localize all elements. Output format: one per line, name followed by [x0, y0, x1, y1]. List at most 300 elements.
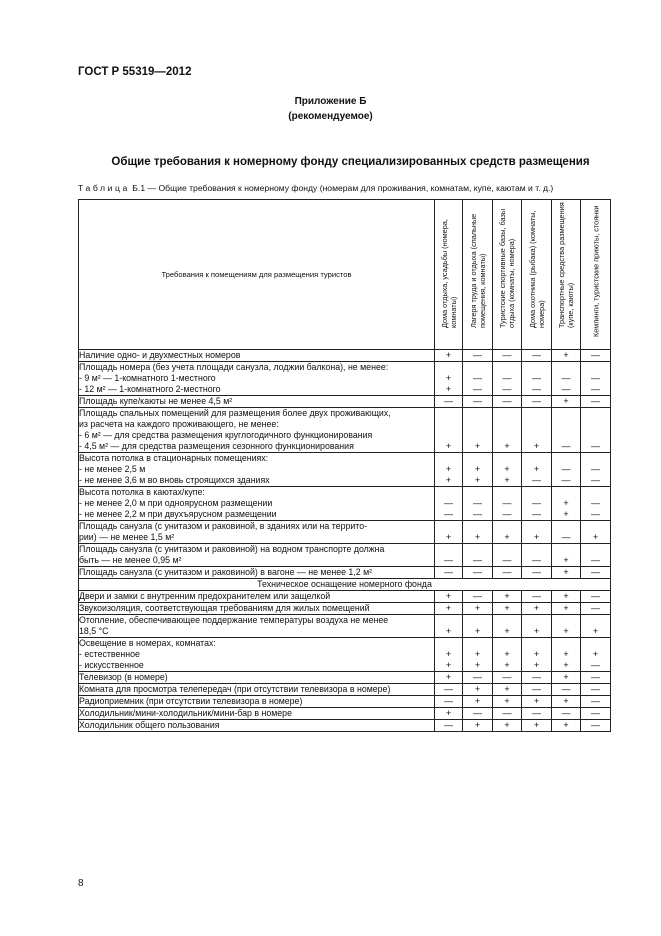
mark-cell — [435, 567, 463, 579]
mark-value: — — [444, 396, 453, 406]
mark-cell — [463, 684, 493, 696]
table-row — [79, 487, 611, 521]
mark-value: — — [591, 475, 600, 485]
mark-cell — [552, 408, 581, 453]
mark-value: — — [591, 396, 600, 406]
mark-cell — [552, 672, 581, 684]
mark-value: — — [591, 708, 600, 718]
mark-value: — — [591, 441, 600, 451]
mark-value: + — [563, 660, 569, 670]
requirement-cell — [79, 615, 435, 638]
document-code: ГОСТ Р 55319—2012 — [78, 66, 192, 78]
mark-cell — [435, 615, 463, 638]
mark-value: — — [473, 509, 482, 519]
mark-value: + — [504, 464, 510, 474]
mark-value: + — [592, 626, 599, 636]
mark-cell — [463, 720, 493, 732]
requirement-line: Высота потолка в каютах/купе: — [79, 487, 205, 497]
mark-value: + — [445, 441, 452, 451]
mark-cell — [463, 603, 493, 615]
mark-value: — — [473, 591, 482, 601]
mark-cell — [522, 615, 552, 638]
mark-cell — [581, 362, 611, 396]
requirement-line: Площадь санузла (с унитазом и раковиной, в зданиях или на террито- — [79, 521, 368, 531]
mark-value: — — [591, 603, 600, 613]
mark-cell — [581, 408, 611, 453]
requirement-line: - 4,5 м² — для средства размещения сезонного функционирования — [79, 441, 354, 451]
mark-cell — [522, 453, 552, 487]
mark-value: — — [444, 555, 453, 565]
mark-value: + — [563, 696, 569, 706]
mark-value: — — [473, 555, 482, 565]
mark-cell — [493, 615, 522, 638]
requirement-line: Холодильник/мини-холодильник/мини-бар в номере — [79, 708, 292, 718]
mark-cell — [435, 521, 463, 544]
mark-value: — — [502, 498, 512, 508]
mark-value: + — [504, 591, 510, 601]
mark-value: + — [504, 649, 510, 659]
requirements-column-header: Требования к помещениям для размещения туристов — [79, 200, 435, 350]
mark-value: + — [474, 649, 481, 659]
mark-value: + — [445, 475, 452, 485]
annex-title: Приложение Б — [294, 96, 367, 107]
mark-cell — [581, 615, 611, 638]
mark-value: + — [445, 603, 452, 613]
mark-value: — — [591, 373, 600, 383]
mark-value: + — [445, 464, 452, 474]
mark-cell — [552, 567, 581, 579]
requirement-line: Площадь купе/каюты не менее 4,5 м² — [79, 396, 233, 406]
mark-value: — — [591, 350, 600, 360]
table-row — [79, 453, 611, 487]
mark-value: — — [532, 591, 541, 601]
mark-cell — [435, 720, 463, 732]
mark-cell — [463, 672, 493, 684]
requirement-line: Наличие одно- и двухместных номеров — [79, 350, 241, 360]
column-header-rest-houses: Дома отдыха, усадьбы (номера, комнаты) — [435, 200, 463, 350]
mark-value: + — [445, 591, 452, 601]
mark-cell — [435, 544, 463, 567]
requirement-line: Холодильник общего пользования — [79, 720, 220, 730]
mark-cell — [463, 591, 493, 603]
mark-cell — [435, 708, 463, 720]
mark-cell — [522, 396, 552, 408]
mark-cell — [581, 638, 611, 672]
column-header-labor-camps: Лагеря труда и отдыха (спальные помещения, комнаты) — [463, 200, 493, 350]
table-row — [79, 672, 611, 684]
mark-value: — — [502, 384, 512, 394]
mark-cell — [493, 396, 522, 408]
mark-cell — [552, 615, 581, 638]
mark-cell — [493, 567, 522, 579]
mark-value: — — [532, 555, 541, 565]
mark-cell — [463, 567, 493, 579]
mark-value: — — [591, 464, 600, 474]
table-row — [79, 591, 611, 603]
mark-cell — [552, 591, 581, 603]
requirement-cell — [79, 603, 435, 615]
requirement-line: Площадь санузла (с унитазом и раковиной) на водном транспорте должна — [79, 544, 385, 554]
mark-value: — — [502, 350, 512, 360]
mark-cell — [435, 696, 463, 708]
mark-cell — [552, 453, 581, 487]
mark-value: — — [473, 672, 482, 682]
requirement-cell — [79, 591, 435, 603]
mark-value: + — [445, 672, 452, 682]
mark-value: + — [504, 684, 510, 694]
mark-cell — [522, 672, 552, 684]
mark-cell — [552, 696, 581, 708]
mark-value: — — [444, 684, 453, 694]
table-row — [79, 615, 611, 638]
mark-value: + — [445, 660, 452, 670]
mark-cell — [463, 350, 493, 362]
mark-cell — [522, 544, 552, 567]
mark-value: + — [533, 626, 540, 636]
mark-cell — [493, 696, 522, 708]
mark-value: + — [474, 475, 481, 485]
mark-cell — [522, 362, 552, 396]
mark-value: — — [591, 684, 600, 694]
requirement-cell — [79, 408, 435, 453]
table-row — [79, 684, 611, 696]
mark-cell — [493, 453, 522, 487]
mark-value: — — [502, 567, 512, 577]
mark-cell — [581, 672, 611, 684]
mark-value: + — [533, 660, 540, 670]
mark-value: + — [504, 626, 510, 636]
mark-value: — — [532, 672, 541, 682]
table-row — [79, 603, 611, 615]
mark-value: + — [563, 567, 569, 577]
table-row — [79, 350, 611, 362]
mark-value: + — [563, 555, 569, 565]
mark-cell — [435, 487, 463, 521]
mark-value: + — [504, 660, 510, 670]
mark-cell — [493, 521, 522, 544]
mark-value: — — [532, 350, 541, 360]
requirement-cell — [79, 362, 435, 396]
mark-cell — [435, 603, 463, 615]
mark-value: — — [444, 696, 453, 706]
mark-cell — [522, 521, 552, 544]
mark-cell — [552, 684, 581, 696]
requirement-cell — [79, 521, 435, 544]
mark-value: — — [502, 396, 512, 406]
mark-cell — [522, 684, 552, 696]
mark-cell — [581, 487, 611, 521]
mark-cell — [435, 672, 463, 684]
requirement-cell — [79, 396, 435, 408]
mark-value: — — [532, 396, 541, 406]
mark-value: — — [532, 475, 541, 485]
mark-value: + — [445, 350, 452, 360]
mark-value: — — [591, 720, 600, 730]
mark-cell — [581, 591, 611, 603]
mark-value: — — [591, 672, 600, 682]
mark-value: + — [563, 603, 569, 613]
mark-cell — [581, 521, 611, 544]
column-header-hunter-houses: Дома охотника (рыбака) (комнаты, номера) — [522, 200, 552, 350]
mark-cell — [552, 487, 581, 521]
mark-value: — — [473, 396, 482, 406]
mark-value: — — [591, 696, 600, 706]
mark-cell — [581, 603, 611, 615]
mark-cell — [581, 708, 611, 720]
mark-value: + — [592, 532, 599, 542]
mark-cell — [493, 672, 522, 684]
requirement-line: быть — не менее 0,95 м² — [79, 555, 182, 565]
mark-value: + — [504, 532, 510, 542]
mark-value: — — [502, 509, 512, 519]
mark-value: + — [474, 464, 481, 474]
mark-cell — [435, 684, 463, 696]
mark-value: — — [532, 567, 541, 577]
mark-cell — [435, 350, 463, 362]
table-row — [79, 638, 611, 672]
mark-cell — [463, 708, 493, 720]
annex-heading — [0, 94, 661, 124]
mark-value: + — [445, 626, 452, 636]
mark-value: + — [533, 603, 540, 613]
mark-cell — [493, 487, 522, 521]
table-row — [79, 521, 611, 544]
mark-cell — [463, 396, 493, 408]
mark-value: — — [532, 384, 541, 394]
mark-cell — [463, 487, 493, 521]
requirement-line: - 9 м² — 1-комнатного 1-местного — [79, 373, 216, 383]
mark-cell — [522, 408, 552, 453]
mark-cell — [552, 350, 581, 362]
mark-cell — [522, 350, 552, 362]
requirement-line: - искусственное — [79, 660, 144, 670]
mark-value: — — [561, 708, 571, 718]
mark-value: + — [474, 603, 481, 613]
table-caption-text: Б.1 — Общие требования к номерному фонду (номерам для проживания, комнатам, купе, каютам и т. д.) — [132, 183, 554, 193]
mark-value: + — [504, 475, 510, 485]
requirement-line: Звукоизоляция, соответствующая требованиям для жилых помещений — [79, 603, 370, 613]
mark-cell — [493, 591, 522, 603]
requirement-cell — [79, 453, 435, 487]
requirement-line: Площадь спальных помещений для размещения более двух проживающих, — [79, 408, 391, 418]
mark-cell — [552, 720, 581, 732]
requirement-cell — [79, 708, 435, 720]
requirement-line: Телевизор (в номере) — [79, 672, 168, 682]
mark-cell — [581, 544, 611, 567]
mark-value: — — [532, 498, 541, 508]
table-row — [79, 408, 611, 453]
mark-value: + — [563, 649, 569, 659]
mark-value: — — [444, 509, 453, 519]
mark-value: — — [561, 373, 571, 383]
requirement-line: рии) — не менее 1,5 м² — [79, 532, 175, 542]
mark-cell — [522, 638, 552, 672]
mark-value: — — [473, 350, 482, 360]
mark-value: — — [591, 509, 600, 519]
mark-value: — — [473, 373, 482, 383]
mark-value: — — [502, 373, 512, 383]
mark-cell — [581, 567, 611, 579]
column-header-sport-bases: Туристские спортивные базы, базы отдыха (комнаты, номера) — [493, 200, 522, 350]
table-row — [79, 708, 611, 720]
requirement-cell — [79, 567, 435, 579]
mark-value: + — [533, 720, 540, 730]
requirement-cell — [79, 638, 435, 672]
mark-value: + — [533, 649, 540, 659]
mark-cell — [522, 720, 552, 732]
mark-cell — [552, 544, 581, 567]
mark-cell — [552, 638, 581, 672]
requirement-line: Площадь санузла (с унитазом и раковиной) в вагоне — не менее 1,2 м² — [79, 567, 373, 577]
page-number: 8 — [78, 878, 84, 889]
mark-cell — [463, 362, 493, 396]
mark-cell — [463, 453, 493, 487]
requirement-line: из расчета на каждого проживающего, не менее: — [79, 419, 279, 429]
requirement-line: - не менее 2,5 м — [79, 464, 146, 474]
mark-cell — [522, 487, 552, 521]
mark-cell — [435, 408, 463, 453]
table-row — [79, 720, 611, 732]
mark-cell — [435, 453, 463, 487]
column-header-transport: Транспортные средства размещения (купе, каюты) — [552, 200, 581, 350]
mark-value: — — [444, 567, 453, 577]
mark-cell — [435, 362, 463, 396]
requirement-cell — [79, 487, 435, 521]
requirement-cell — [79, 544, 435, 567]
requirement-cell — [79, 672, 435, 684]
requirement-cell — [79, 684, 435, 696]
mark-value: + — [474, 441, 481, 451]
table-row — [79, 544, 611, 567]
mark-value: + — [533, 532, 540, 542]
table-row — [79, 567, 611, 579]
section-title: Общие требования к номерному фонду специализированных средств размещения — [111, 156, 590, 168]
mark-cell — [552, 362, 581, 396]
mark-value: + — [504, 720, 510, 730]
mark-cell — [581, 453, 611, 487]
mark-value: — — [502, 555, 512, 565]
mark-value: — — [591, 498, 600, 508]
mark-value: — — [561, 684, 571, 694]
mark-value: — — [473, 384, 482, 394]
mark-value: — — [532, 708, 541, 718]
requirement-line: - 6 м² — для средства размещения круглогодичного функционирования — [79, 430, 373, 440]
table-row — [79, 362, 611, 396]
mark-value: — — [591, 555, 600, 565]
mark-cell — [463, 521, 493, 544]
mark-cell — [581, 720, 611, 732]
mark-value: — — [561, 464, 571, 474]
mark-cell — [552, 396, 581, 408]
mark-value: — — [561, 441, 571, 451]
mark-value: — — [532, 509, 541, 519]
mark-cell — [522, 603, 552, 615]
mark-cell — [493, 708, 522, 720]
mark-value: + — [474, 696, 481, 706]
mark-value: + — [474, 660, 481, 670]
requirement-cell — [79, 696, 435, 708]
requirement-line: Площадь номера (без учета площади санузла, лоджии балкона), не менее: — [79, 362, 389, 372]
mark-value: + — [445, 532, 452, 542]
mark-cell — [435, 396, 463, 408]
mark-value: + — [445, 649, 452, 659]
requirement-line: - 12 м² — 1-комнатного 2-местного — [79, 384, 221, 394]
mark-value: + — [563, 720, 569, 730]
table-header-row — [79, 200, 611, 350]
mark-value: — — [561, 384, 571, 394]
mark-value: + — [445, 384, 452, 394]
mark-value: — — [591, 567, 600, 577]
mark-value: + — [504, 441, 510, 451]
mark-value: + — [474, 626, 481, 636]
mark-value: + — [533, 696, 540, 706]
requirement-line: Двери и замки с внутренним предохранителем или защелкой — [79, 591, 331, 601]
mark-cell — [581, 350, 611, 362]
mark-value: — — [502, 672, 512, 682]
mark-cell — [552, 603, 581, 615]
mark-value: + — [474, 532, 481, 542]
annex-status: (рекомендуемое) — [288, 111, 373, 122]
mark-value: — — [502, 708, 512, 718]
mark-cell — [522, 591, 552, 603]
mark-value: — — [591, 591, 600, 601]
mark-value: + — [563, 672, 569, 682]
mark-cell — [493, 362, 522, 396]
mark-cell — [493, 720, 522, 732]
requirement-line: - не менее 2,2 м при двухъярусном размещении — [79, 509, 277, 519]
table-row — [79, 396, 611, 408]
mark-value: + — [563, 626, 569, 636]
requirement-line: - естественное — [79, 649, 140, 659]
mark-value: + — [445, 373, 452, 383]
mark-value: + — [563, 396, 569, 406]
mark-value: + — [592, 649, 599, 659]
mark-value: + — [563, 498, 569, 508]
mark-value: — — [591, 384, 600, 394]
requirement-cell — [79, 350, 435, 362]
requirement-line: - не менее 3,6 м во вновь строящихся зданиях — [79, 475, 270, 485]
mark-value: — — [473, 498, 482, 508]
mark-cell — [493, 408, 522, 453]
mark-value: + — [504, 696, 510, 706]
mark-value: + — [533, 441, 540, 451]
mark-value: + — [474, 720, 481, 730]
mark-value: — — [532, 373, 541, 383]
mark-value: + — [563, 350, 569, 360]
requirement-cell — [79, 720, 435, 732]
mark-cell — [552, 521, 581, 544]
mark-cell — [522, 708, 552, 720]
mark-cell — [581, 396, 611, 408]
mark-cell — [493, 350, 522, 362]
mark-cell — [463, 638, 493, 672]
mark-cell — [552, 708, 581, 720]
mark-cell — [493, 684, 522, 696]
table-row — [79, 696, 611, 708]
requirement-line: Высота потолка в стационарных помещениях: — [79, 453, 269, 463]
section-row — [79, 579, 611, 591]
mark-cell — [463, 408, 493, 453]
requirements-table — [78, 199, 611, 732]
mark-value: — — [473, 567, 482, 577]
mark-value: + — [563, 509, 569, 519]
section-row-title: Техническое оснащение номерного фонда — [79, 579, 611, 591]
mark-cell — [581, 696, 611, 708]
mark-value: — — [561, 532, 571, 542]
mark-cell — [463, 615, 493, 638]
mark-cell — [581, 684, 611, 696]
mark-cell — [435, 638, 463, 672]
